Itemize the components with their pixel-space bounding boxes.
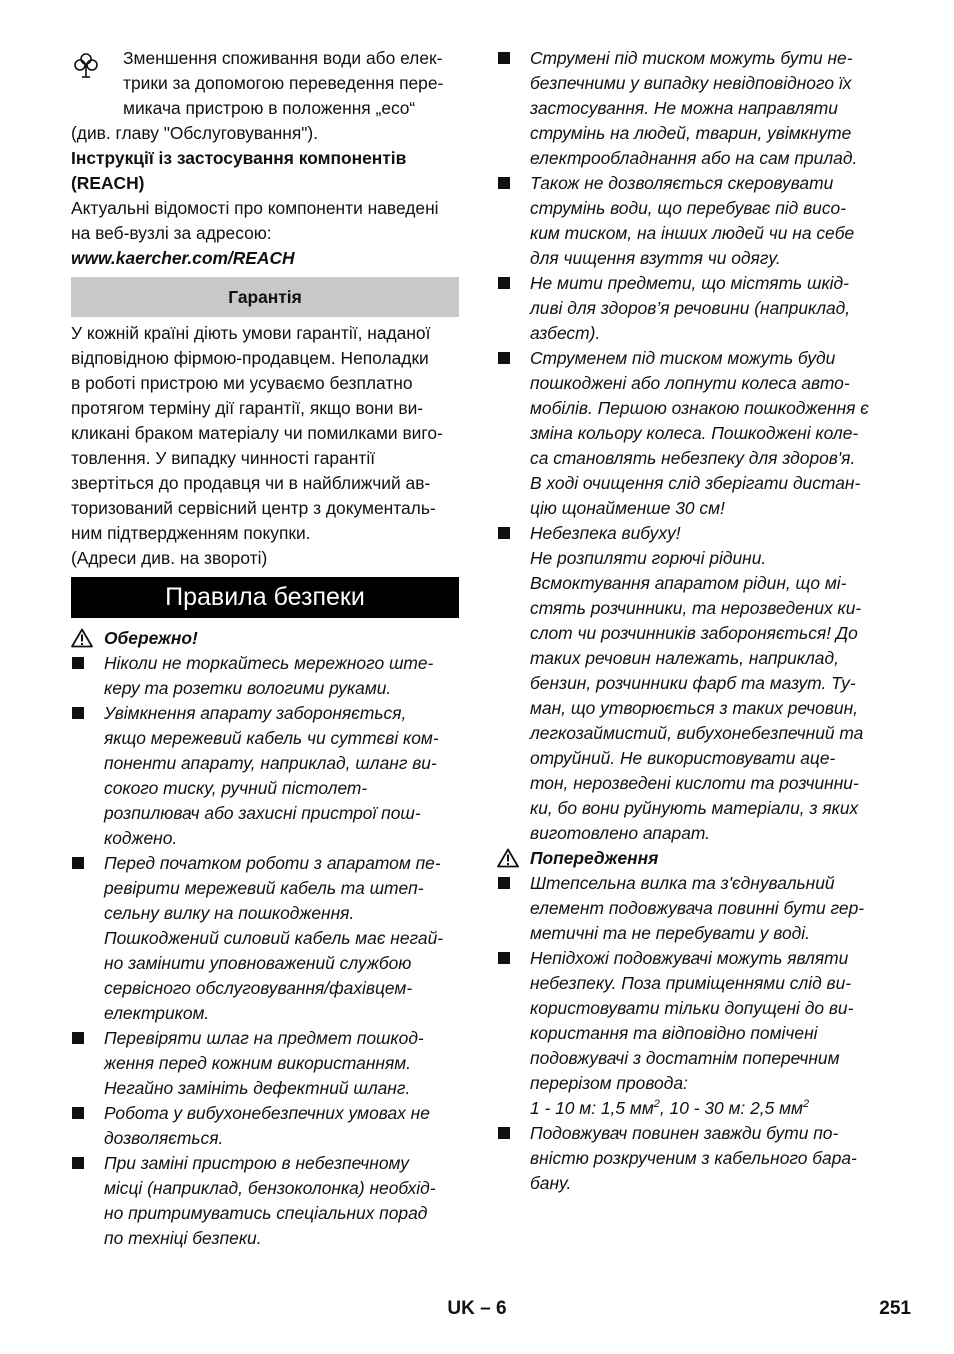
eco-line: трики за допомогою переведення пере- [123,73,444,93]
text-line: но замінити уповноважений службою [104,953,412,973]
warning-label-row [497,846,889,871]
text-line: (Адреси див. на звороті) [71,548,268,568]
text-line: товлення. У випадку чинності гарантії [71,448,376,468]
text-line: струмінь на людей, тварин, увімкнуте [530,123,852,143]
text-line: виготовлено апарат. [530,823,711,843]
reach-heading [71,146,459,196]
square-bullet-icon [498,277,510,289]
text-line: Перевіряти шлаг на предмет пошкод- [104,1028,424,1048]
text-line: Всмоктування апаратом рідин, що мі- [530,573,847,593]
safety-item-text [530,271,889,346]
text-line: ження перед кожним використанням. [104,1053,412,1073]
text-line: Негайно замініть дефектний шланг. [104,1078,411,1098]
text-line: струмінь води, що перебуває під висо- [530,198,847,218]
text-line: Штепсельна вилка та з'єднувальний [530,873,835,893]
text-line: тон, нерозведені кислоти та розчинни- [530,773,859,793]
safety-item-text [530,521,889,846]
square-bullet-icon [72,857,84,869]
square-bullet-icon [72,707,84,719]
text-line: протягом терміну дії гарантії, якщо вони ви- [71,398,424,418]
text-line: При заміні пристрою в небезпечному [104,1153,409,1173]
text-line: бензин, розчинники фарб та мазут. Ту- [530,673,856,693]
text-line: відповідною фірмою-продавцем. Неполадки [71,348,429,368]
text-line: зміна кольору колеса. Пошкоджені коле- [530,423,859,443]
text-line: ки, бо вони руйнують матеріали, з яких [530,798,859,818]
text-line: сервісного обслуговування/фахівцем- [104,978,413,998]
text-line: електрообладнання або на сам прилад. [530,148,858,168]
eco-line: Зменшення споживання води або елек- [123,48,443,68]
warranty-heading: Гарантія [71,277,459,317]
safety-item [71,701,459,851]
square-bullet-icon [72,1107,84,1119]
text-line: в роботі пристрою ми усуваємо безплатно [71,373,413,393]
text-line: слот чи розчинників забороняється! До [530,623,858,643]
eco-line: микача пристрою в положення „eco“ [123,98,416,118]
safety-item-text [530,46,889,171]
safety-item [71,851,459,1026]
spec-text: 1 - 10 м: 1,5 мм [530,1098,654,1118]
square-bullet-icon [498,177,510,189]
safety-item [497,46,889,171]
safety-item-text [104,701,459,851]
warning-label: Попередження [530,848,659,868]
text-line: У кожній країні діють умови гарантії, наданої [71,323,431,343]
eco-note [71,46,459,121]
text-line: електриком. [104,1003,210,1023]
superscript: 2 [653,1098,660,1111]
reach-url: www.kaercher.com/REACH [71,248,295,268]
text-line: В ході очищення слід зберігати дистан- [530,473,861,493]
text-line: сокого тиску, ручний пістолет- [104,778,368,798]
warning-triangle-icon [497,848,519,868]
caution-list [71,651,459,1251]
warranty-text [71,321,459,571]
safety-item-text [104,1026,459,1101]
text-line: отруйний. Не використовувати аце- [530,748,836,768]
text-line: по техніці безпеки. [104,1228,262,1248]
reach-text-line: на веб-вузлі за адресою: [71,223,272,243]
reach-heading-line: (REACH) [71,173,145,193]
text-line: небезпеку. Поза приміщеннями слід ви- [530,973,852,993]
safety-item [71,1026,459,1101]
text-line: елемент подовжувача повинні бути гер- [530,898,865,918]
text-line: но притримуватись спеціальних порад [104,1203,428,1223]
safety-item [497,946,889,1121]
text-line: застосування. Не можна направляти [530,98,838,118]
reach-text [71,196,459,246]
safety-item [497,521,889,846]
reach-text-line: Актуальні відомості про компоненти наведені [71,198,439,218]
text-line: поненти апарату, наприклад, шланг ви- [104,753,437,773]
text-line: звертіться до продавця чи в найближчий ав- [71,473,431,493]
warning-triangle-icon [71,628,93,648]
text-line: Струмені під тиском можуть бути не- [530,48,853,68]
text-line: користовувати тільки допущені до ви- [530,998,854,1018]
text-line: цію щонайменше 30 см! [530,498,725,518]
text-line: кликані браком матеріалу чи помилками виго- [71,423,443,443]
text-line: подовжувачі з достатнім поперечним [530,1048,840,1068]
text-line: ним підтвердженням покупки. [71,523,311,543]
text-line: вністю розкрученим з кабельного бара- [530,1148,857,1168]
safety-heading: Правила безпеки [71,577,459,618]
eco-leaf-icon [71,50,101,80]
text-line: Небезпека вибуху! [530,523,681,543]
text-line: Не розпиляти горючі рідини. [530,548,767,568]
safety-item [71,651,459,701]
text-line: Перед початком роботи з апаратом пе- [104,853,441,873]
text-line: Непідхожі подовжувачі можуть являти [530,948,849,968]
safety-item-text [530,346,889,521]
text-line: розпилювач або захисні пристрої пош- [104,803,421,823]
text-line: азбест). [530,323,601,343]
square-bullet-icon [498,52,510,64]
text-line: Також не дозволяється скеровувати [530,173,834,193]
reach-heading-line: Інструкції із застосування компонентів [71,148,407,168]
safety-item-text [104,851,459,1026]
text-line: Подовжувач повинен завжди бути по- [530,1123,839,1143]
text-line: Робота у вибухонебезпечних умовах не [104,1103,430,1123]
text-line: Ніколи не торкайтесь мережного ште- [104,653,434,673]
safety-item-text [104,1151,459,1251]
left-column [71,46,459,1251]
text-line: місці (наприклад, бензоколонка) необхід- [104,1178,436,1198]
safety-item [71,1151,459,1251]
text-line: таких речовин належать, наприклад, [530,648,839,668]
text-line: для чищення взуття чи одягу. [530,248,781,268]
page-section-label: UK – 6 [447,1298,507,1319]
superscript: 2 [802,1098,810,1111]
square-bullet-icon [72,657,84,669]
safety-item-text [530,946,889,1121]
safety-item-text [530,871,889,946]
square-bullet-icon [72,1032,84,1044]
square-bullet-icon [498,1127,510,1139]
text-line: безпечними у випадку невідповідного їх [530,73,852,93]
text-line: якщо мережевий кабель чи суттєві ком- [104,728,439,748]
text-line: ман, що утворюється з таких речовин, [530,698,858,718]
safety-item-text [104,1101,459,1151]
text-line: стять розчинники, та нерозведених ки- [530,598,862,618]
square-bullet-icon [498,877,510,889]
right-column [497,46,889,1196]
text-line: ким тиском, на інших людей чи на себе [530,223,855,243]
text-line: Пошкоджений силовий кабель має негай- [104,928,444,948]
eco-note-reference: (див. главу "Обслуговування"). [71,123,319,143]
safety-item [71,1101,459,1151]
text-line: са становлять небезпеку для здоров'я. [530,448,856,468]
caution-label-row [71,626,459,651]
square-bullet-icon [498,352,510,364]
safety-item [497,1121,889,1196]
text-line: ревірити мережевий кабель та штеп- [104,878,424,898]
page-number: 251 [879,1298,911,1319]
text-line: коджено. [104,828,178,848]
caution-label: Обережно! [104,628,198,648]
safety-item [497,171,889,271]
text-line: Струменем під тиском можуть буди [530,348,836,368]
text-line: мобілів. Першою ознакою пошкодження є [530,398,869,418]
square-bullet-icon [498,527,510,539]
text-line: сельну вилку на пошкодження. [104,903,355,923]
text-line: керу та розетки вологими руками. [104,678,392,698]
text-line: Увімкнення апарату забороняється, [104,703,407,723]
safety-list [497,46,889,846]
cable-cross-section-spec [530,1096,889,1121]
text-line: метичні та не перебувати у воді. [530,923,810,943]
text-line: легкозаймистий, вибухонебезпечний та [530,723,864,743]
text-line: Не мити предмети, що містять шкід- [530,273,849,293]
text-line: перерізом провода: [530,1073,688,1093]
text-line: бану. [530,1173,572,1193]
square-bullet-icon [72,1157,84,1169]
safety-item-text [530,1121,889,1196]
safety-item-text [530,171,889,271]
text-line: користання та відповідно помічені [530,1023,818,1043]
safety-item-text [104,651,459,701]
text-line: пошкоджені або лопнути колеса авто- [530,373,850,393]
spec-text: , 10 - 30 м: 2,5 мм [659,1098,803,1118]
text-line: торизований сервісний центр з документаль- [71,498,436,518]
safety-item [497,346,889,521]
square-bullet-icon [498,952,510,964]
extension-cable-list [497,871,889,1196]
text-line: дозволяється. [104,1128,224,1148]
text-line: ливі для здоров’я речовини (наприклад, [530,298,851,318]
safety-item [497,271,889,346]
safety-item [497,871,889,946]
